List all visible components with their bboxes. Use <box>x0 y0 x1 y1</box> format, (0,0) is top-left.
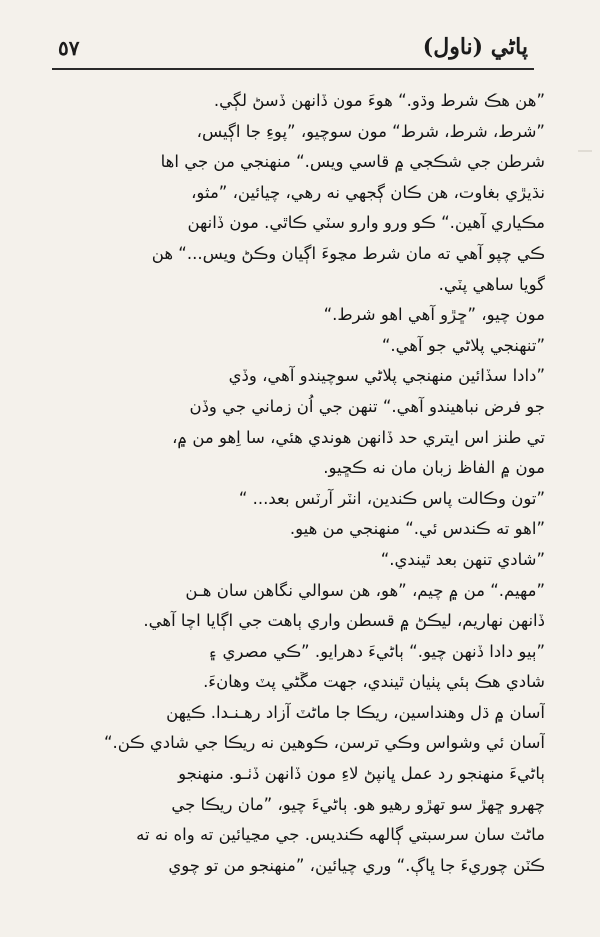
text-line: شرطن جي شڪجي ۾ قاسي ويس.“ منهنجي من جي اها <box>160 152 545 172</box>
text-line: ”هن هڪ شرط وڌو.“ هوءَ مون ڏانهن ڏسڻ لڳي. <box>213 91 545 110</box>
text-line: شادي هڪ ٻئي پٺيان ٿيندي، جهت مڱڻي پٽ وهانءَ. <box>203 672 545 692</box>
text-line: چهرو ڇهڙ سو تهڙو رهيو هو. ٻاڻيءَ چيو، ”مان ريڪا جي <box>171 794 545 814</box>
page-number: ٥٧ <box>58 36 80 60</box>
text-line: ”ٻيو دادا ڏنهن چيو.“ ٻاڻيءَ دهرايو. ”ڪي مصري ۽ <box>207 641 545 661</box>
text-line: ”تنهنجي پلاڻي جو آهي.“ <box>381 335 545 355</box>
text-line: ”مهيم.“ من ۾ چيم، ”هو، هن سوالي نگاهن سان هـن <box>185 580 545 600</box>
text-line: ”دادا سڏائين منهنجي پلاڻي سوچيندو آهي، وڏي <box>228 366 545 386</box>
text-line: مڪياري آهين.“ ڪو ورو وارو سٽي ڪاٿي. مون ڏانهن <box>187 213 545 233</box>
text-line: نڌيڙي بغاوت، هن ڪان ڳجهي نه رهي، چيائين، ”مثو، <box>191 182 545 202</box>
text-line: ڪي چپو آهي ته مان شرط مڃوءَ اڳيان وڪڻ ويس...“ هن <box>151 243 545 263</box>
text-line: جو فرض نباهيندو آهي.“ تنهن جي اُن زماني جي وڏن <box>189 396 545 416</box>
header-rule <box>52 68 534 70</box>
text-line: مون ۾ الفاظ زبان مان نه ڪڇيو. <box>323 458 545 478</box>
text-line: ڏانهن نهاريم، ليڪڻ ۾ قسطن واري ٻاهت جي اڳايا اچا آهي. <box>143 611 545 631</box>
text-line: تي طنز اس ايتري حد ڏانهن هوندي هئي، سا اِهو من ۾، <box>172 427 545 447</box>
running-title: پاڻي (ناول) <box>422 34 528 60</box>
text-line: ”اهو ته ڪندس ئي.“ منهنجي من هيو. <box>289 519 545 539</box>
text-line: مون چيو، ”ڇڙو آهي اهو شرط.“ <box>323 305 545 325</box>
text-line: آسان ئي وشواس وڪي ترسن، ڪوهين نه ريڪا جي شادي ڪن.“ <box>103 733 545 753</box>
text-line: ”شادي تنهن بعد ٿيندي.“ <box>380 549 545 569</box>
text-line: ”تون وڪالت پاس ڪندين، انٽر آرٽس بعد... “ <box>238 488 545 508</box>
text-line: ”شرط، شرط، شرط“ مون سوچيو، ”پوءِ جا اڳيس، <box>196 121 545 141</box>
page-header <box>58 32 528 66</box>
text-line: آسان ۾ ڌل وهنداسين، ريڪا جا ماڻٽ آزاد رهـنـدا. ڪيهن <box>166 702 545 722</box>
body-text <box>58 86 545 881</box>
text-line: گويا ساهي پٽي. <box>438 274 545 294</box>
margin-mark <box>578 150 592 152</box>
text-line: ماڻٽ سان سرسبتي ڳالهه ڪنديس. جي مڃيائين ته واه نه ته <box>136 825 545 845</box>
text-line: ڪٽن چوريءَ جا ڀاڳ.“ وري چيائين، ”منهنجو من تو چوي <box>168 855 545 875</box>
text-line: ٻاڻيءَ منهنجو رد عمل ڀانپڻ لاءِ مون ڏانهن ڏٺـو. منهنجو <box>178 764 545 784</box>
